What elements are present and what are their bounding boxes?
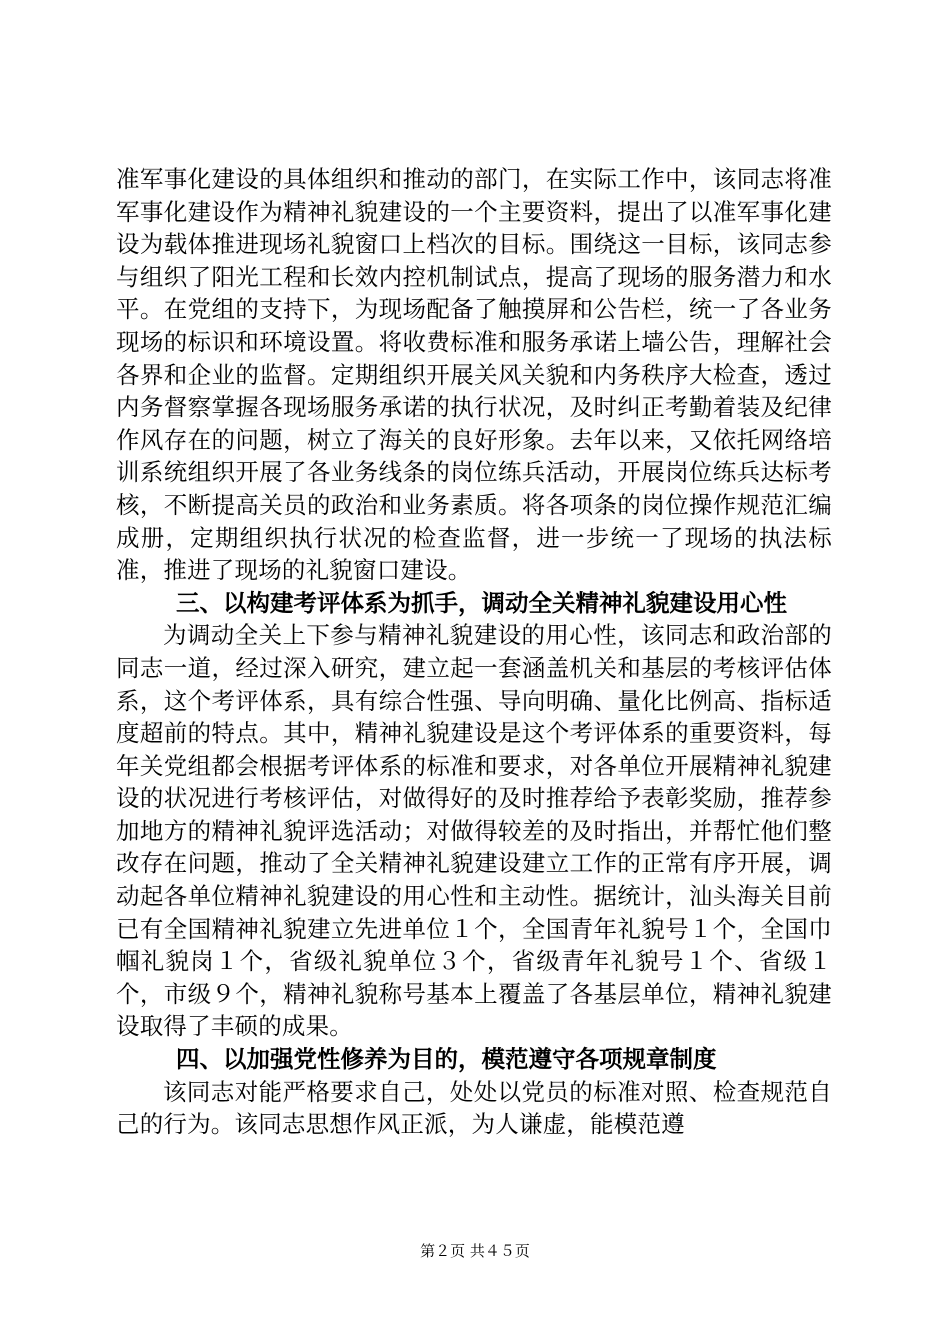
section-heading-4: 四、以加强党性修养为目的，模范遵守各项规章制度 xyxy=(176,1045,717,1074)
paragraph-party-discipline: 该同志对能严格要求自己，处处以党员的标准对照、检查规范自己的行为。该同志思想作风正派，为人谦虚，能模范遵 xyxy=(116,1077,832,1139)
paragraph-evaluation-system: 为调动全关上下参与精神礼貌建设的用心性，该同志和政治部的同志一道，经过深入研究，建立起一套涵盖机关和基层的考核评估体系，这个考评体系，具有综合性强、导向明确、量化比例高、指标适度超前的特点。其中，精神礼貌建设是这个考评体系的重要资料，每年关党组都会根据考评体系的标准和要求，对各单位开展精神礼貌建设的状况进行考核评估，对做得好的及时推荐给予表彰奖励，推荐参加地方的精神礼貌评选活动；对做得较差的及时指出，并帮忙他们整改存在问题，推动了全关精神礼貌建设建立工作的正常有序开展，调动起各单位精神礼貌建设的用心性和主动性。据统计，汕头海关目前已有全国精神礼貌建立先进单位１个，全国青年礼貌号１个，全国巾帼礼貌岗１个，省级礼貌单位３个，省级青年礼貌号１个、省级１个，市级９个，精神礼貌称号基本上覆盖了各基层单位，精神礼貌建设取得了丰硕的成果。 xyxy=(116,621,832,1041)
page-number-footer: 第２页 共４５页 xyxy=(420,1242,530,1260)
document-body xyxy=(116,163,832,1141)
paragraph-military-construction: 准军事化建设的具体组织和推动的部门，在实际工作中，该同志将准军事化建设作为精神礼貌建设的一个主要资料，提出了以准军事化建设为载体推进现场礼貌窗口上档次的目标。围绕这一目标，该同志参与组织了阳光工程和长效内控机制试点，提高了现场的服务潜力和水平。在党组的支持下，为现场配备了触摸屏和公告栏，统一了各业务现场的标识和环境设置。将收费标准和服务承诺上墙公告，理解社会各界和企业的监督。定期组织开展关风关貌和内务秩序大检查，透过内务督察掌握各现场服务承诺的执行状况，及时纠正考勤着装及纪律作风存在的问题，树立了海关的良好形象。去年以来，又依托网络培训系统组织开展了各业务线条的岗位练兵活动，开展岗位练兵达标考核，不断提高关员的政治和业务素质。将各项条的岗位操作规范汇编成册，定期组织执行状况的检查监督，进一步统一了现场的执法标准，推进了现场的礼貌窗口建设。 xyxy=(116,165,832,585)
section-heading-3: 三、以构建考评体系为抓手，调动全关精神礼貌建设用心性 xyxy=(176,588,787,617)
